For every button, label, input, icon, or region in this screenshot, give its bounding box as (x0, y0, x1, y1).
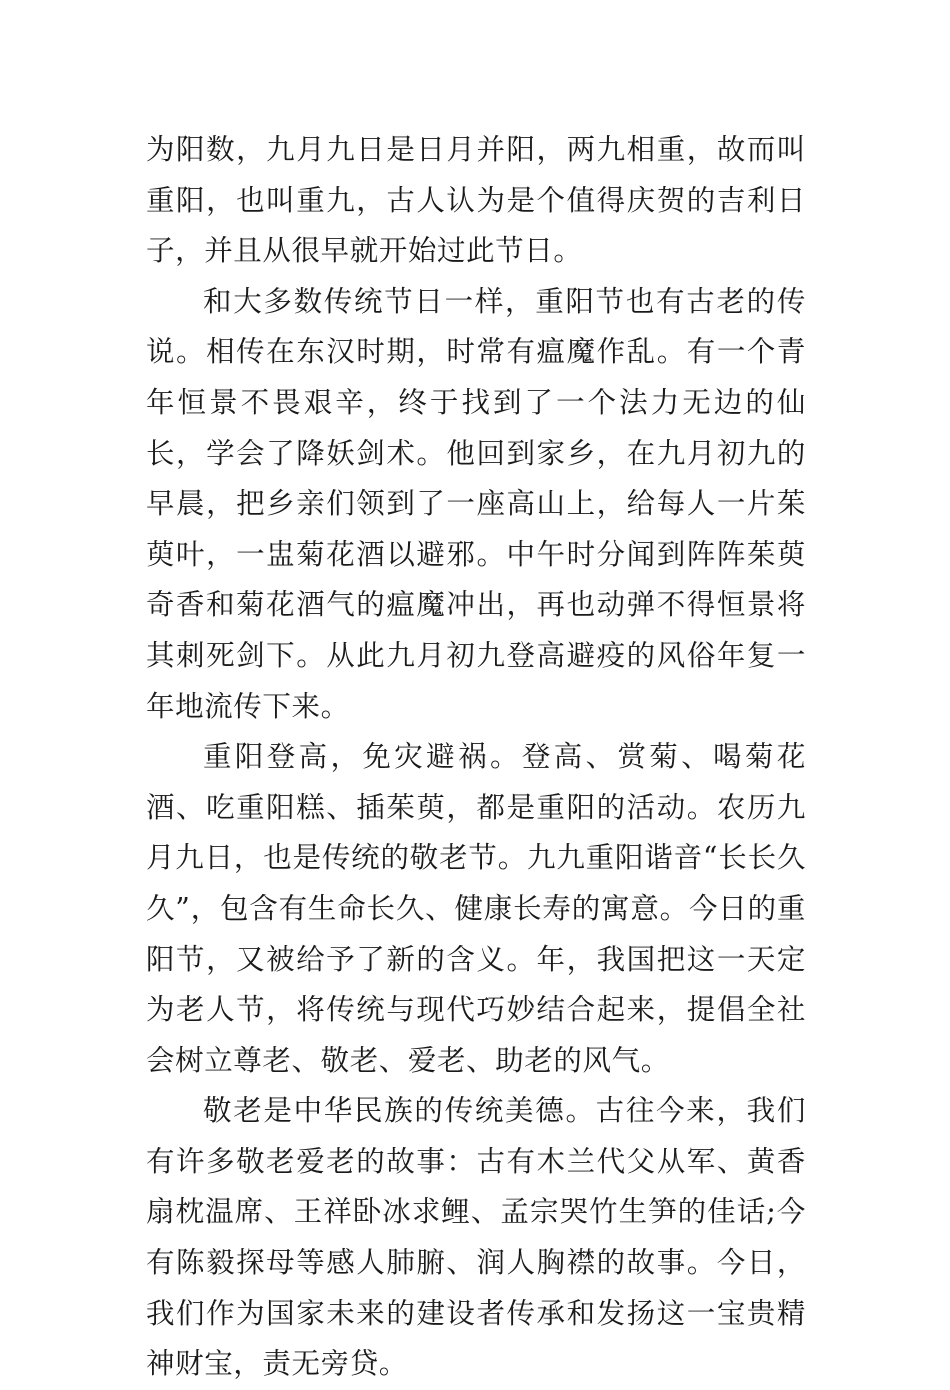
paragraph-legend: 和大多数传统节日一样，重阳节也有古老的传说。相传在东汉时期，时常有瘟魔作乱。有一个青年恒景不畏艰辛，终于找到了一个法力无边的仙长，学会了降妖剑术。他回到家乡，在九月初九的早晨，把乡亲们领到了一座高山上，给每人一片茱萸叶，一盅菊花酒以避邪。中午时分闻到阵阵茱萸奇香和菊花酒气的瘟魔冲出，再也动弹不得恒景将其刺死剑下。从此九月初九登高避疫的风俗年复一年地流传下来。 (146, 284, 806, 723)
paragraph-respect-elders: 敬老是中华民族的传统美德。古往今来，我们有许多敬老爱老的故事：古有木兰代父从军、黄香扇枕温席、王祥卧冰求鲤、孟宗哭竹生笋的佳话;今有陈毅探母等感人肺腑、润人胸襟的故事。今日，我们作为国家未来的建设者传承和发扬这一宝贵精神财宝，责无旁贷。 (146, 1094, 806, 1381)
document-body (146, 125, 806, 1390)
paragraph-customs: 重阳登高，免灾避祸。登高、赏菊、喝菊花酒、吃重阳糕、插茱萸，都是重阳的活动。农历九月九日，也是传统的敬老节。九九重阳谐音“长长久久”，包含有生命长久、健康长寿的寓意。今日的重阳节，又被给予了新的含义。年，我国把这一天定为老人节，将传统与现代巧妙结合起来，提倡全社会树立尊老、敬老、爱老、助老的风气。 (146, 740, 806, 1077)
paragraph-continuation: 为阳数，九月九日是日月并阳，两九相重，故而叫重阳，也叫重九，古人认为是个值得庆贺的吉利日子，并且从很早就开始过此节日。 (146, 133, 806, 268)
